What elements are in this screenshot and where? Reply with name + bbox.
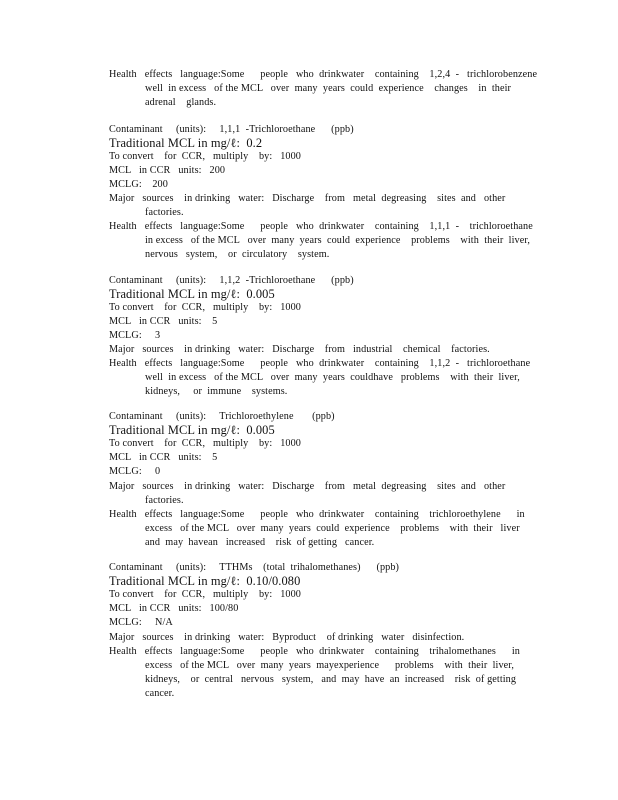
- text-line: well in excess of the MCL over many years could experience changes in their: [145, 83, 512, 94]
- text-line: Health effects language:Some people who drinkwater containing 1,1,1 - trichloroethane: [109, 221, 533, 232]
- text-line: cancer.: [145, 688, 175, 699]
- text-line: To convert for CCR, multiply by: 1000: [109, 151, 301, 162]
- text-line: factories.: [145, 495, 184, 506]
- text-line: To convert for CCR, multiply by: 1000: [109, 302, 301, 313]
- text-line: Health effects language:Some people who drinkwater containing trihalomethanes in: [109, 646, 520, 657]
- traditional-mcl: Traditional MCL in mg/ℓ: 0.10/0.080: [109, 574, 301, 588]
- traditional-mcl: Traditional MCL in mg/ℓ: 0.005: [109, 287, 275, 301]
- text-line: MCL in CCR units: 200: [109, 165, 226, 176]
- text-line: MCLG: 3: [109, 330, 161, 341]
- text-line: Health effects language:Some people who drinkwater containing 1,1,2 - trichloroethane: [109, 358, 531, 369]
- contaminant-heading: Contaminant (units): Trichloroethylene (ppb): [109, 411, 335, 422]
- contaminant-heading: Contaminant (units): 1,1,2 -Trichloroethane (ppb): [109, 275, 354, 286]
- text-line: nervous system, or circulatory system.: [145, 249, 330, 260]
- text-line: MCL in CCR units: 5: [109, 316, 218, 327]
- text-line: well in excess of the MCL over many years couldhave problems with their liver,: [145, 372, 520, 383]
- traditional-mcl: Traditional MCL in mg/ℓ: 0.2: [109, 136, 263, 150]
- contaminant-heading: Contaminant (units): TTHMs (total trihalomethanes) (ppb): [109, 562, 400, 573]
- text-line: Major sources in drinking water: Discharge from metal degreasing sites and other: [109, 481, 506, 492]
- text-line: MCL in CCR units: 5: [109, 452, 218, 463]
- text-line: Health effects language:Some people who drinkwater containing trichloroethylene in: [109, 509, 525, 520]
- text-line: in excess of the MCL over many years could experience problems with their liver,: [145, 235, 531, 246]
- text-line: factories.: [145, 207, 184, 218]
- text-line: MCL in CCR units: 100/80: [109, 603, 239, 614]
- traditional-mcl: Traditional MCL in mg/ℓ: 0.005: [109, 423, 275, 437]
- text-line: Major sources in drinking water: Discharge from metal degreasing sites and other: [109, 193, 506, 204]
- text-line: To convert for CCR, multiply by: 1000: [109, 438, 301, 449]
- text-line: adrenal glands.: [145, 97, 217, 108]
- text-line: kidneys, or immune systems.: [145, 386, 288, 397]
- text-line: MCLG: N/A: [109, 617, 173, 628]
- text-line: MCLG: 200: [109, 179, 168, 190]
- text-line: Major sources in drinking water: Discharge from industrial chemical factories.: [109, 344, 490, 355]
- text-line: To convert for CCR, multiply by: 1000: [109, 589, 301, 600]
- text-line: excess of the MCL over many years could experience problems with their liver: [145, 523, 520, 534]
- text-line: Major sources in drinking water: Byproduct of drinking water disinfection.: [109, 632, 465, 643]
- text-line: and may havean increased risk of getting cancer.: [145, 537, 375, 548]
- text-line: MCLG: 0: [109, 466, 161, 477]
- text-line: kidneys, or central nervous system, and may have an increased risk of getting: [145, 674, 517, 685]
- text-line: Health effects language:Some people who drinkwater containing 1,2,4 - trichlorobenzene: [109, 69, 538, 80]
- contaminant-heading: Contaminant (units): 1,1,1 -Trichloroethane (ppb): [109, 124, 354, 135]
- text-line: excess of the MCL over many years mayexperience problems with their liver,: [145, 660, 515, 671]
